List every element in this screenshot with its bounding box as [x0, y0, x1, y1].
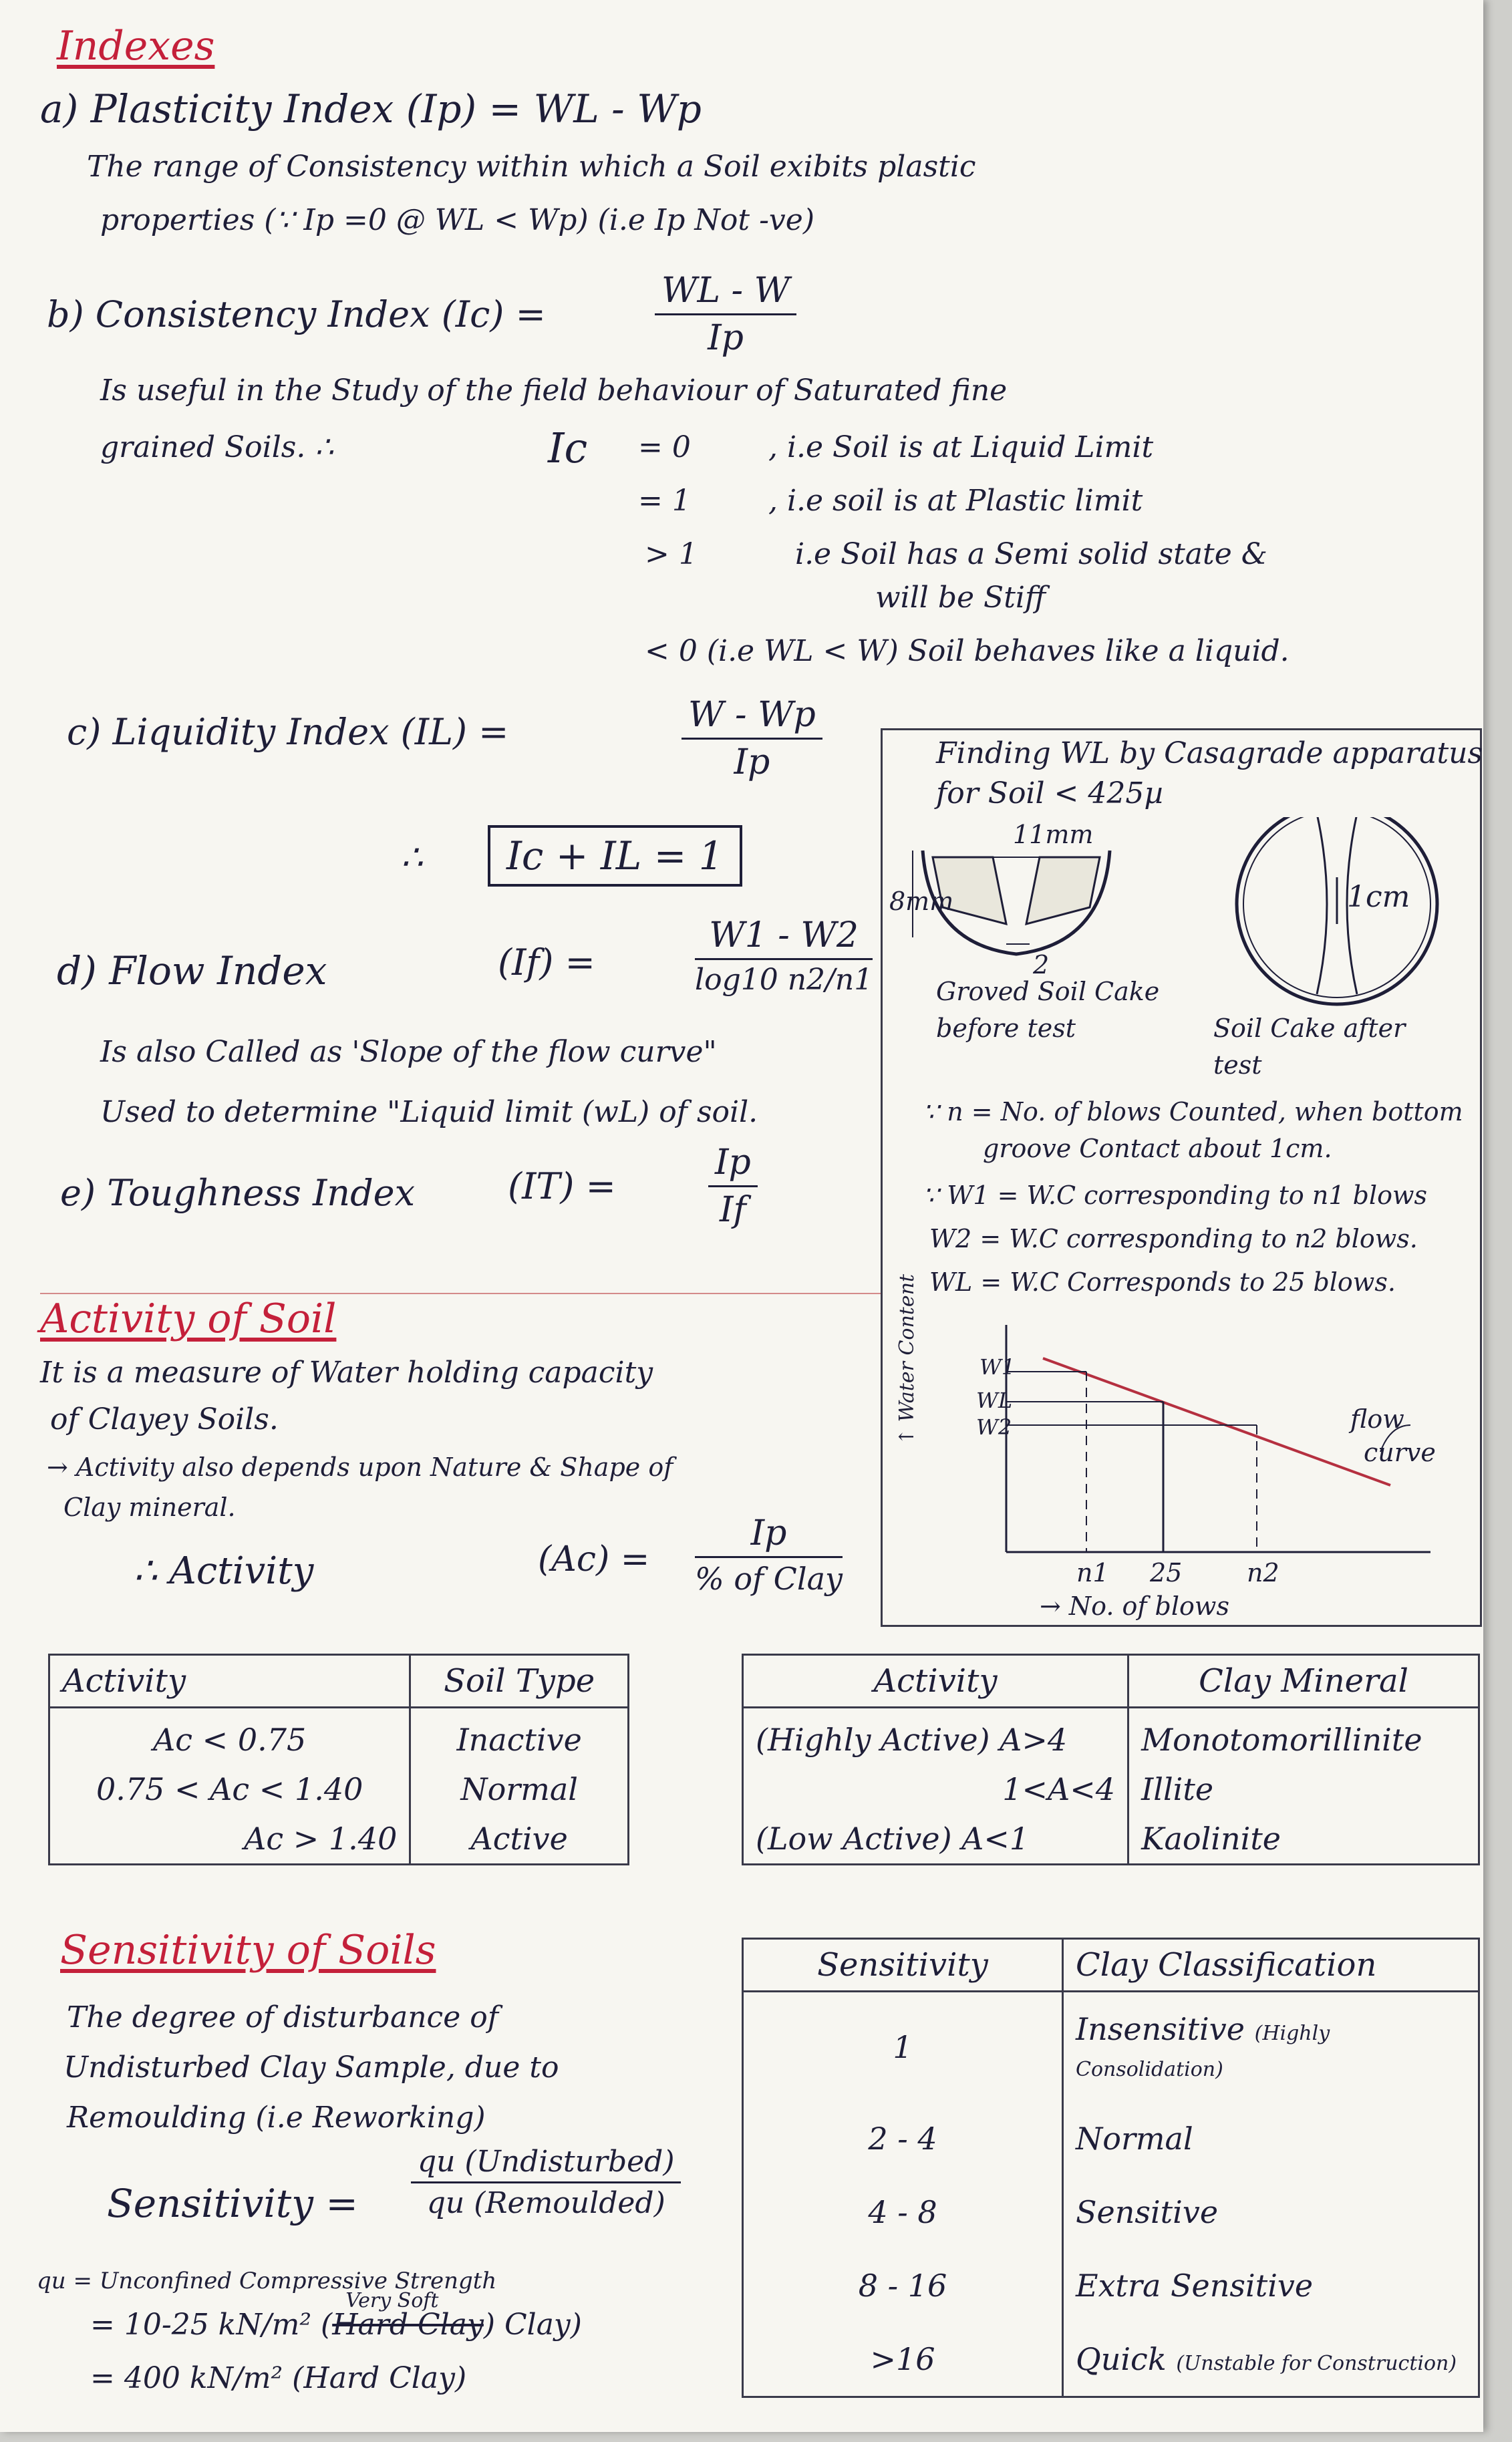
- x-axis-label: → No. of blows: [1040, 1591, 1229, 1621]
- table-cell: 4 - 8: [743, 2175, 1063, 2249]
- fraction-denominator: qu (Remoulded): [426, 2186, 665, 2220]
- consistency-line-2: grained Soils. ∴: [100, 430, 334, 464]
- table-cell: 8 - 16: [743, 2249, 1063, 2322]
- diagram-title-line-2: for Soil < 425µ: [936, 776, 1163, 810]
- activity-line-3: → Activity also depends upon Nature & Shape of: [47, 1453, 673, 1482]
- table-cell: Extra Sensitive: [1063, 2249, 1479, 2322]
- sensitivity-line-3: Remoulding (i.e Reworking): [67, 2101, 486, 2135]
- indexes-heading: Indexes: [57, 23, 215, 69]
- curve-label-2: curve: [1364, 1438, 1436, 1467]
- caption-before-2: before test: [936, 1014, 1076, 1043]
- fraction-denominator: % of Clay: [695, 1561, 843, 1597]
- fraction-numerator: Ip: [750, 1513, 787, 1553]
- table-cell: 2 - 4: [743, 2102, 1063, 2175]
- caption-after-2: test: [1213, 1050, 1262, 1080]
- toughness-fraction: [708, 1142, 758, 1230]
- liquidity-fraction: [682, 695, 822, 782]
- qu-value-1-end: ) Clay): [483, 2308, 582, 2342]
- ic-case-2-text: , i.e soil is at Plastic limit: [768, 484, 1143, 518]
- flow-curve-chart: [883, 1312, 1484, 1626]
- sensitivity-heading: Sensitivity of Soils: [60, 1927, 436, 1974]
- activity-heading: Activity of Soil: [40, 1295, 337, 1342]
- table-row: [743, 1992, 1479, 2103]
- fraction-numerator: qu (Undisturbed): [418, 2145, 675, 2179]
- table-cell: Ac > 1.40: [49, 1814, 410, 1865]
- n25-tick-label: 25: [1150, 1558, 1183, 1587]
- table-cell: Kaolinite: [1128, 1814, 1479, 1865]
- table-header: Clay Classification: [1063, 1939, 1479, 1992]
- activity-formula-label: ∴ Activity: [134, 1549, 314, 1593]
- liquidity-index-label: c) Liquidity Index (IL) =: [67, 711, 509, 753]
- table-cell: (Low Active) A<1: [743, 1814, 1128, 1865]
- table-cell: >16: [743, 2322, 1063, 2397]
- fraction-denominator: Ip: [734, 742, 770, 782]
- fraction-denominator: Ip: [708, 318, 744, 358]
- fraction-numerator: Ip: [715, 1142, 751, 1183]
- diagram-note-1: ∵ n = No. of blows Counted, when bottom: [923, 1097, 1463, 1126]
- fraction-denominator: log10 n2/n1: [695, 963, 873, 997]
- ic-symbol: Ic: [548, 424, 588, 472]
- activity-line-4: Clay mineral.: [63, 1493, 236, 1522]
- sensitivity-formula-label: Sensitivity =: [107, 2181, 359, 2226]
- fraction-bar: [695, 1556, 843, 1558]
- table-header: Clay Mineral: [1128, 1655, 1479, 1708]
- ic-case-1-text: , i.e Soil is at Liquid Limit: [768, 430, 1154, 464]
- classification-note: (Highly Consolidation): [1076, 2022, 1330, 2081]
- flow-index-label: d) Flow Index: [57, 948, 327, 994]
- flow-line-2: Used to determine "Liquid limit (wL) of soil.: [100, 1095, 758, 1129]
- table-cell: 1<A<4: [743, 1765, 1128, 1814]
- table-row: [743, 2249, 1479, 2322]
- table-cell: [1063, 2322, 1479, 2397]
- y-axis-label: ↑ Water Content: [895, 1274, 919, 1445]
- cake-side-depth-label: 8mm: [889, 887, 954, 916]
- classification-note: (Unstable for Construction): [1176, 2352, 1457, 2375]
- qu-definition: qu = Unconfined Compressive Strength: [37, 2268, 497, 2294]
- table-row: [743, 2102, 1479, 2175]
- consistency-fraction: [655, 271, 796, 358]
- plasticity-index-label: a) Plasticity Index (Ip) = WL - Wp: [40, 86, 702, 132]
- table-row: [743, 2322, 1479, 2397]
- activity-symbol: (Ac) =: [538, 1539, 650, 1579]
- consistency-line-1: Is useful in the Study of the field behaviour of Saturated fine: [100, 373, 1008, 408]
- qu-value-2: = 400 kN/m² (Hard Clay): [90, 2361, 467, 2395]
- wl-label: WL: [976, 1388, 1013, 1413]
- cake-top-width-label: 11mm: [1013, 820, 1094, 849]
- casagrande-diagram-box: [881, 728, 1482, 1627]
- fraction-bar: [411, 2181, 681, 2183]
- struck-text: Hard Clay: [332, 2308, 484, 2342]
- table-cell: 0.75 < Ac < 1.40: [49, 1765, 410, 1814]
- table-row: [49, 1765, 629, 1814]
- w2-label: W2: [976, 1414, 1012, 1440]
- table-cell: Monotomorillinite: [1128, 1708, 1479, 1765]
- ic-case-3-text: i.e Soil has a Semi solid state &: [795, 537, 1267, 571]
- table-cell: (Highly Active) A>4: [743, 1708, 1128, 1765]
- diagram-note-3: W2 = W.C corresponding to n2 blows.: [929, 1224, 1418, 1253]
- table-row: [743, 1765, 1479, 1814]
- fraction-numerator: W1 - W2: [709, 915, 859, 955]
- fraction-bar: [708, 1185, 758, 1187]
- fraction-numerator: W - Wp: [688, 695, 816, 735]
- ic-case-4: < 0 (i.e WL < W) Soil behaves like a liquid.: [645, 634, 1290, 668]
- groove-closure-label: 1cm: [1347, 880, 1410, 914]
- activity-soil-type-table: [48, 1654, 629, 1865]
- caption-before-1: Groved Soil Cake: [936, 977, 1160, 1006]
- fraction-bar: [655, 313, 796, 315]
- qu-value-1-start: = 10-25 kN/m² (: [90, 2308, 333, 2342]
- ic-case-1-value: = 0: [638, 430, 691, 464]
- sensitivity-line-1: The degree of disturbance of: [67, 2000, 498, 2034]
- sensitivity-table: [742, 1938, 1480, 2398]
- flow-fraction: [695, 915, 873, 997]
- table-cell: [1063, 1992, 1479, 2103]
- table-row: [743, 2175, 1479, 2249]
- diagram-note-1b: groove Contact about 1cm.: [983, 1134, 1332, 1163]
- struck-correction: [332, 2289, 484, 2342]
- flow-curve-line: [1043, 1358, 1390, 1485]
- fraction-numerator: WL - W: [661, 271, 790, 311]
- table-header: Sensitivity: [743, 1939, 1063, 1992]
- qu-value-1: [90, 2289, 582, 2342]
- table-cell: Inactive: [410, 1708, 629, 1765]
- table-cell: Sensitive: [1063, 2175, 1479, 2249]
- diagram-note-4: WL = W.C Corresponds to 25 blows.: [929, 1267, 1396, 1297]
- table-row: [49, 1708, 629, 1765]
- table-cell: Active: [410, 1814, 629, 1865]
- ic-il-boxed-equation: Ic + IL = 1: [488, 825, 742, 887]
- toughness-index-label: e) Toughness Index: [60, 1172, 416, 1214]
- table-cell: Normal: [1063, 2102, 1479, 2175]
- table-cell: Ac < 0.75: [49, 1708, 410, 1765]
- flow-line-1: Is also Called as 'Slope of the flow curve": [100, 1035, 717, 1069]
- activity-line-1: It is a measure of Water holding capacity: [40, 1356, 653, 1390]
- therefore-symbol: ∴: [401, 838, 424, 878]
- activity-fraction: [695, 1513, 843, 1597]
- classification-text: Insensitive: [1076, 2011, 1245, 2047]
- ic-case-3-value: > 1: [645, 537, 698, 571]
- table-row: [743, 1814, 1479, 1865]
- table-cell: 1: [743, 1992, 1063, 2103]
- plasticity-line-1: The range of Consistency within which a Soil exibits plastic: [87, 150, 976, 184]
- table-cell: Illite: [1128, 1765, 1479, 1814]
- diagram-note-2: ∵ W1 = W.C corresponding to n1 blows: [923, 1181, 1427, 1210]
- table-row: [49, 1814, 629, 1865]
- diagram-title-line-1: Finding WL by Casagrade apparatus: [936, 736, 1483, 770]
- w1-label: W1: [979, 1354, 1016, 1380]
- soil-cake-illustration: [883, 817, 1484, 1111]
- fraction-bar: [695, 958, 873, 960]
- ic-case-2-value: = 1: [638, 484, 691, 518]
- section-divider: [40, 1293, 882, 1294]
- ic-case-3-text-2: will be Stiff: [875, 581, 1046, 615]
- n2-tick-label: n2: [1247, 1558, 1279, 1587]
- fraction-bar: [682, 738, 822, 740]
- n1-tick-label: n1: [1076, 1558, 1109, 1587]
- classification-text: Quick: [1076, 2341, 1167, 2377]
- toughness-index-symbol: (IT) =: [508, 1165, 616, 1207]
- table-header: Activity: [49, 1655, 410, 1708]
- table-header: Soil Type: [410, 1655, 629, 1708]
- table-header: Activity: [743, 1655, 1128, 1708]
- sensitivity-line-2: Undisturbed Clay Sample, due to: [63, 2050, 559, 2085]
- activity-line-2: of Clayey Soils.: [50, 1402, 279, 1436]
- sensitivity-fraction: [411, 2145, 681, 2220]
- consistency-index-label: b) Consistency Index (Ic) =: [47, 293, 546, 335]
- plasticity-line-2: properties (∵ Ip =0 @ WL < Wp) (i.e Ip Not -ve): [100, 203, 814, 237]
- caption-after-1: Soil Cake after: [1213, 1014, 1406, 1043]
- flow-index-symbol: (If) =: [498, 941, 595, 983]
- cake-bottom-width-label: 2: [1033, 950, 1050, 979]
- activity-clay-mineral-table: [742, 1654, 1480, 1865]
- fraction-denominator: If: [720, 1190, 746, 1230]
- curve-label-1: flow: [1350, 1404, 1404, 1434]
- correction-text: Very Soft: [345, 2289, 439, 2312]
- table-cell: Normal: [410, 1765, 629, 1814]
- table-row: [743, 1708, 1479, 1765]
